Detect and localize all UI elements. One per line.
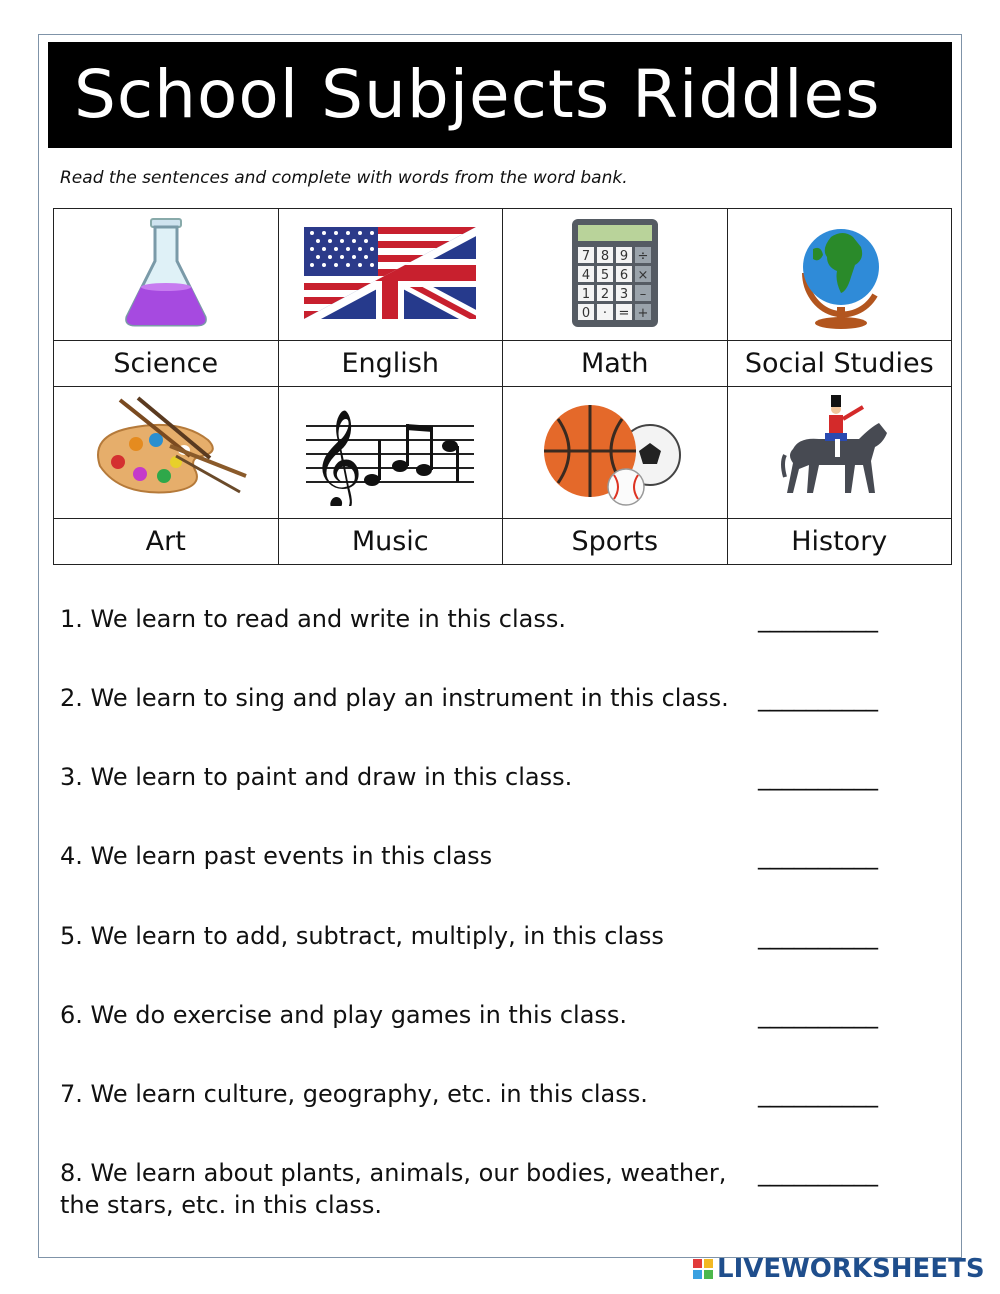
calculator-key-label: 8 [600,248,609,264]
word-math: Math [503,341,728,387]
word-music: Music [278,519,503,565]
answer-blank-5[interactable]: __________ [758,922,878,950]
calculator-key-label: × [637,267,649,283]
flag-icon [304,227,476,319]
calculator-key-label: · [602,305,607,321]
calculator-key-label: = [618,305,630,321]
word-sports: Sports [503,519,728,565]
answer-blank-7[interactable]: __________ [758,1080,878,1108]
globe-icon [791,215,887,331]
calculator-icon [570,217,660,329]
horse-rider-icon [779,393,899,509]
question-text: 8. We learn about plants, animals, our bodies, weather, the stars, etc. in this class. [60,1159,727,1219]
question-text: 4. We learn past events in this class [60,842,493,870]
word-social-studies: Social Studies [727,341,952,387]
question-text: 7. We learn culture, geography, etc. in this class. [60,1080,648,1108]
calculator-key-label: 9 [619,248,628,264]
flask-icon [121,217,211,329]
history-image-cell [727,387,952,519]
answer-blank-2[interactable]: __________ [758,684,878,712]
word-science: Science [54,341,279,387]
math-image-cell [503,209,728,341]
word-history: History [727,519,952,565]
word-bank-table [53,208,952,565]
answer-blank-8[interactable]: __________ [758,1159,878,1187]
question-text: 6. We do exercise and play games in this class. [60,1001,628,1029]
instructions: Read the sentences and complete with words from the word bank. [60,168,628,188]
calculator-key-label: 4 [581,267,590,283]
social-studies-image-cell [727,209,952,341]
word-art: Art [54,519,279,565]
balls-icon [540,395,690,507]
answer-blank-6[interactable]: __________ [758,1001,878,1029]
question-text: 2. We learn to sing and play an instrument in this class. [60,684,729,712]
music-notes-icon [302,396,478,506]
word-english: English [278,341,503,387]
calculator-key-label: 0 [581,305,590,321]
question-text: 5. We learn to add, subtract, multiply, in this class [60,922,664,950]
calculator-key-label: 6 [619,267,628,283]
calculator-key-label: ÷ [637,248,649,264]
sports-image-cell [503,387,728,519]
art-image-cell [54,387,279,519]
calculator-key-label: 3 [619,286,628,302]
liveworksheets-logo[interactable] [693,1254,985,1284]
music-image-cell [278,387,503,519]
question-text: 3. We learn to paint and draw in this class. [60,763,573,791]
question-text: 1. We learn to read and write in this class. [60,605,566,633]
page-title: School Subjects Riddles [48,42,952,148]
calculator-key-label: 1 [581,286,590,302]
calculator-key-label: + [637,305,649,321]
logo-text: LIVEWORKSHEETS [717,1254,985,1284]
calculator-key-label: 5 [600,267,609,283]
calculator-key-label: 2 [600,286,609,302]
science-image-cell [54,209,279,341]
calculator-key-label: 7 [581,248,590,264]
answer-blank-3[interactable]: __________ [758,763,878,791]
answer-blank-1[interactable]: __________ [758,605,878,633]
logo-mark-icon [693,1259,713,1279]
svg-text:𝄞: 𝄞 [312,408,364,506]
palette-icon [80,396,252,506]
english-image-cell [278,209,503,341]
answer-blank-4[interactable]: __________ [758,842,878,870]
calculator-key-label: – [639,286,646,302]
